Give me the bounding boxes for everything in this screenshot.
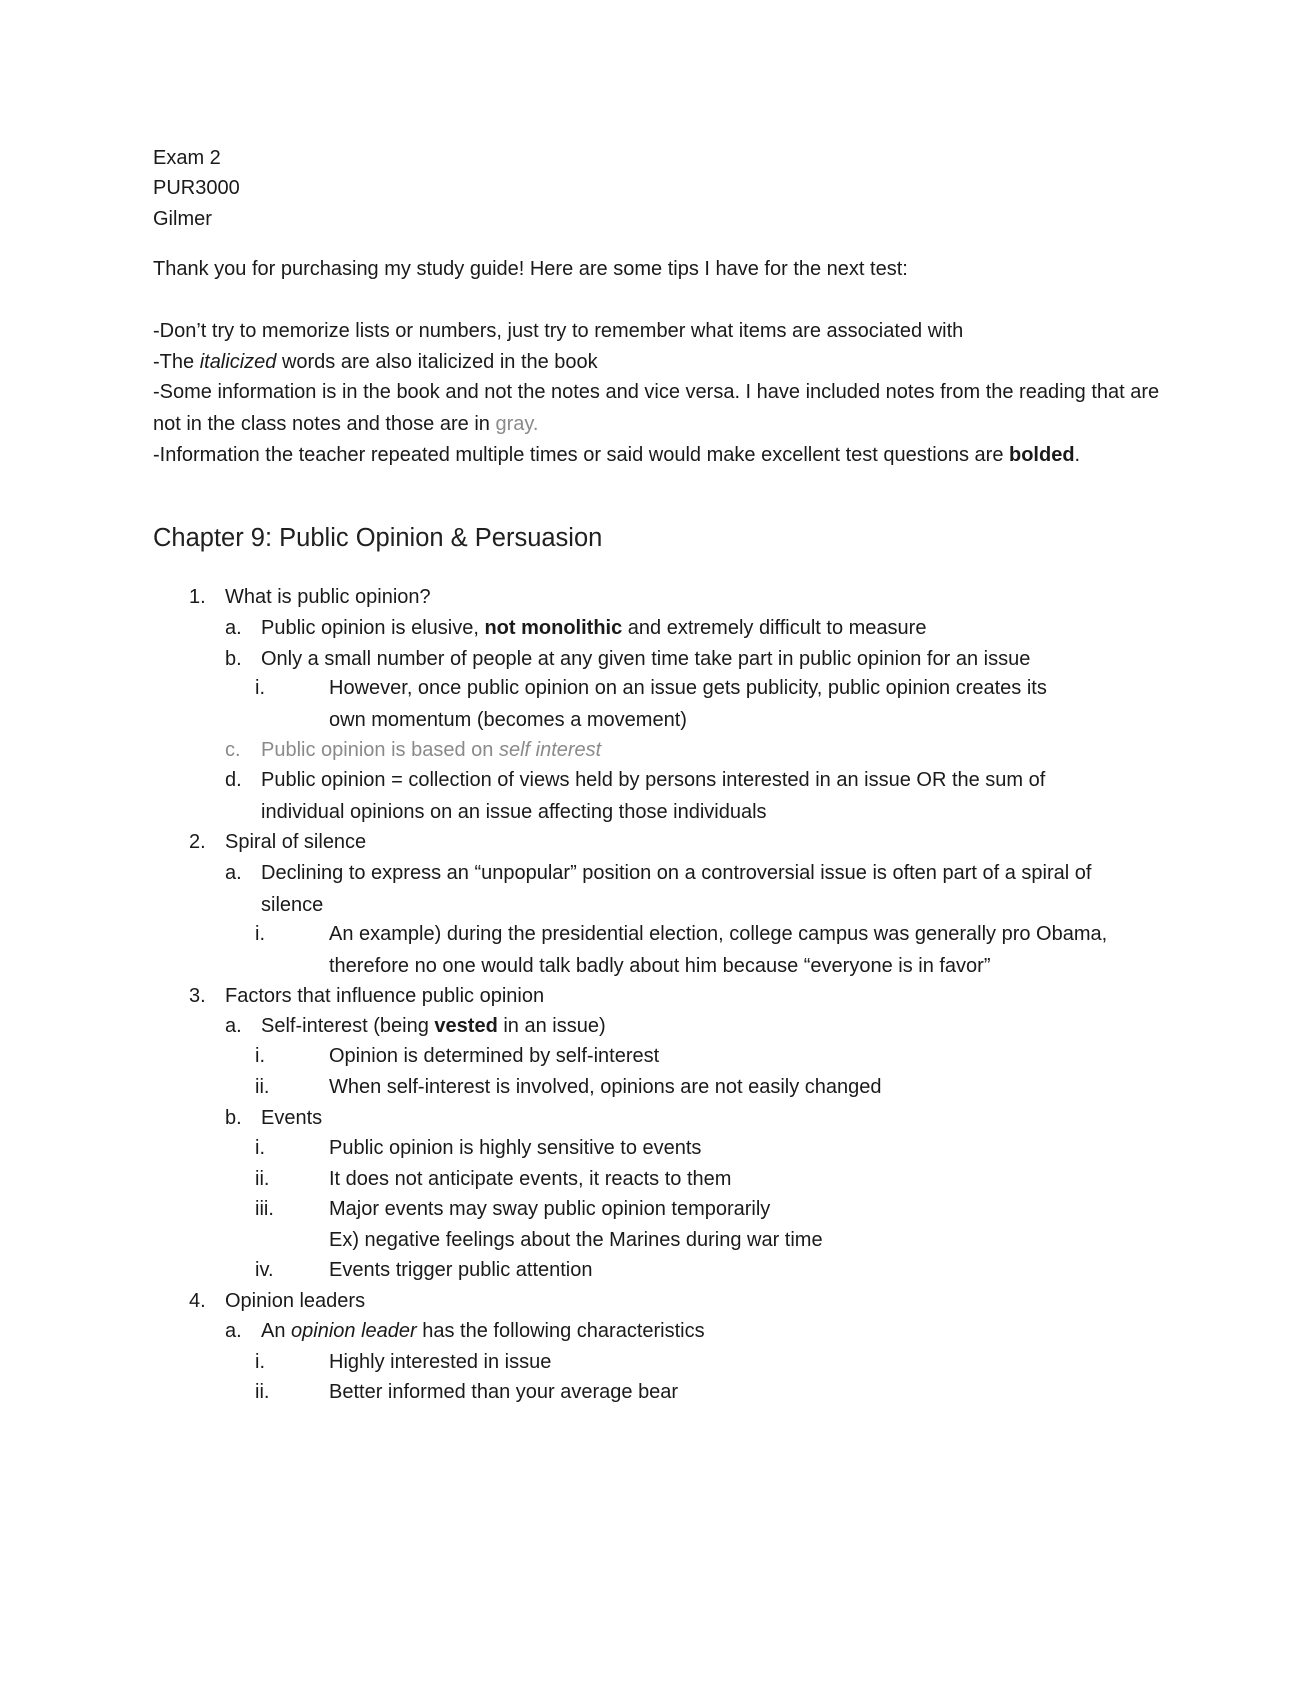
instructor-name: Gilmer xyxy=(153,208,212,230)
chapter-heading: Chapter 9: Public Opinion & Persuasion xyxy=(153,524,603,552)
tip-2: -The italicized words are also italicized in the book xyxy=(153,351,598,373)
tip-4: -Information the teacher repeated multiple times or said would make excellent test questions are bolded. xyxy=(153,444,1081,466)
course-code: PUR3000 xyxy=(153,177,240,199)
tip-3: -Some information is in the book and not the notes and vice versa. I have included notes from the reading that are not in the class notes and those are in gray. xyxy=(153,381,1160,435)
intro-text: Thank you for purchasing my study guide! Here are some tips I have for the next test: xyxy=(153,258,908,280)
tip-1: -Don’t try to memorize lists or numbers, just try to remember what items are associated with xyxy=(153,320,964,342)
exam-label: Exam 2 xyxy=(153,147,221,169)
